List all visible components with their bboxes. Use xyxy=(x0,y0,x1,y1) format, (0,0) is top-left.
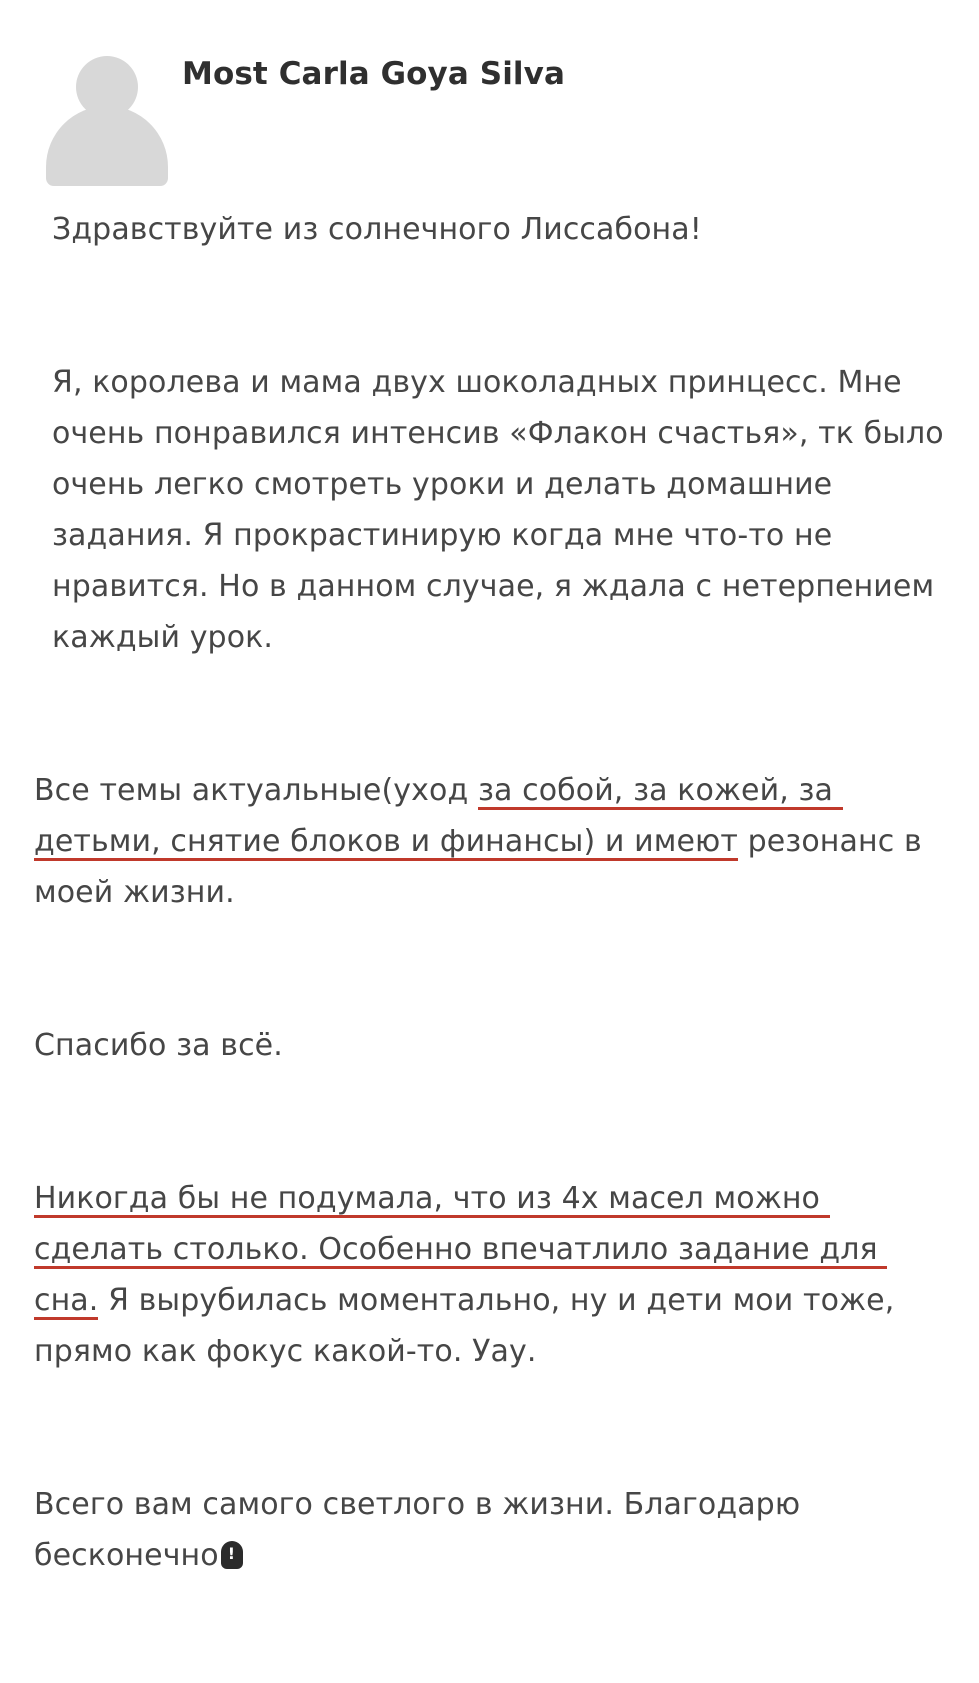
p5-plain-end: Я вырубилась моментально, ну и дети мои тоже, прямо как фокус какой-то. Уау. xyxy=(34,1283,904,1369)
p5-underlined-highlight: Никогда бы не подумала, что из 4х масел можно сделать столько. Особенно впечатлило задание для сна. xyxy=(34,1181,888,1318)
p3-underlined-highlight: за собой, за кожей, за детьми, снятие блоков и финансы) и имеют xyxy=(34,773,843,859)
review-body xyxy=(34,102,954,1683)
p3-plain-end: резонанс в моей жизни. xyxy=(34,824,932,910)
avatar xyxy=(40,50,170,200)
p6-text: Всего вам самого светлого в жизни. Благодарю бесконечно xyxy=(34,1487,810,1573)
review-paragraph-5 xyxy=(34,1173,945,1377)
p3-plain-start: Все темы актуальные(уход xyxy=(34,773,478,808)
emoji-glyph: ! xyxy=(227,1544,236,1563)
review-paragraph-4: Спасибо за всё. xyxy=(34,1028,283,1063)
review-paragraph-3 xyxy=(34,765,945,918)
folded-hands-emoji xyxy=(219,1540,245,1570)
review-paragraph-1: Здравствуйте из солнечного Лиссабона! xyxy=(52,212,702,247)
review-paragraph-6 xyxy=(34,1479,945,1581)
author-name: Most Carla Goya Silva xyxy=(182,56,565,92)
avatar-body-shape xyxy=(46,106,168,186)
review-paragraph-2: Я, королева и мама двух шоколадных принцесс. Мне очень понравился интенсив «Флакон счастья», тк было очень легко смотреть уроки и делать домашние задания. Я прокрастинирую когда мне что-то не нравится. Но в данном случае, я ждала с нетерпением каждый урок. xyxy=(52,365,954,655)
